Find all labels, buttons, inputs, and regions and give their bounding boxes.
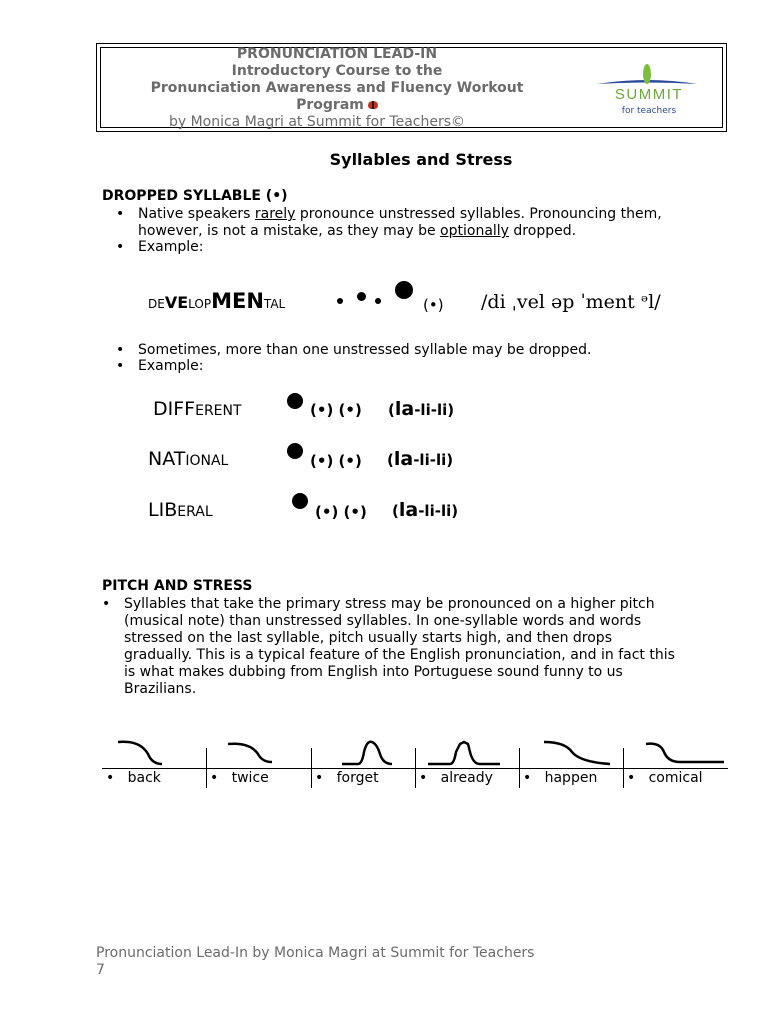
pitch-contours <box>0 730 768 770</box>
syllable-de: DE <box>148 297 165 311</box>
ipa-transcription: /di ˌvel əp ˈment ᵊl/ <box>481 291 661 313</box>
word-label: back <box>127 770 161 786</box>
header-text <box>97 46 577 131</box>
underlined-rarely: rarely <box>254 206 296 222</box>
bullet-text: Example: <box>138 239 204 255</box>
stress-dot-large <box>287 443 303 459</box>
pitch-line: (musical note) than unstressed syllables. In one-syllable words and words <box>124 613 642 629</box>
developmental-word <box>148 289 285 313</box>
stress-word-back: • back <box>106 770 161 786</box>
dropped-markers: (•) (•) <box>310 401 362 419</box>
dropped-markers: (•) (•) <box>315 503 367 521</box>
bullet-dot: • <box>116 342 125 358</box>
example-word-national <box>148 448 228 470</box>
li-li: -li-li <box>418 502 452 520</box>
syllable-ve: VE <box>164 293 189 312</box>
header-line-4: Program <box>296 97 364 113</box>
word-stressed: DIFF <box>153 398 196 420</box>
bullet-dot: • <box>102 596 111 612</box>
stress-dot-small <box>337 298 343 304</box>
la-li-li <box>392 499 458 521</box>
pitch-line: Brazilians. <box>124 681 197 697</box>
column-divider <box>519 748 520 788</box>
bullet-text: Example: <box>138 358 204 374</box>
page-title: Syllables and Stress <box>329 150 513 169</box>
ladybug-icon <box>368 101 378 109</box>
bullet-dot: • <box>116 358 125 374</box>
column-divider <box>415 748 416 788</box>
word-label: happen <box>544 770 598 786</box>
stress-word-comical: • comical <box>627 770 703 786</box>
stress-dot-medium <box>357 292 366 301</box>
word-unstressed: ERENT <box>195 403 242 419</box>
bullet-text: Sometimes, more than one unstressed syllable may be dropped. <box>138 342 592 358</box>
syllable-lop: LOP <box>188 297 212 311</box>
paren-open: ( <box>388 401 395 419</box>
column-divider <box>206 748 207 788</box>
word-label: twice <box>231 770 269 786</box>
footer-text: Pronunciation Lead-In by Monica Magri at Summit for Teachers <box>96 945 535 961</box>
la: la <box>394 398 415 420</box>
la: la <box>393 448 414 470</box>
paren-close: ) <box>447 401 455 419</box>
bullet-sometimes <box>116 342 592 359</box>
stress-dot-small <box>375 298 381 304</box>
la-li-li <box>387 448 453 470</box>
stress-dot-large <box>292 493 308 509</box>
header-line-1: PRONUNCIATION LEAD-IN <box>236 46 438 62</box>
stress-dot-large <box>287 393 303 409</box>
page-number: 7 <box>96 962 105 978</box>
word-unstressed: ERAL <box>177 504 213 520</box>
bullet-dot: • <box>116 206 125 222</box>
word-label: forget <box>336 770 379 786</box>
logo-word: SUMMIT <box>614 86 684 103</box>
example-word-different <box>153 398 242 420</box>
bullet-text: pronounce unstressed syllables. Pronouncing them, <box>295 206 662 222</box>
paren-open: ( <box>387 451 394 469</box>
header-byline: by Monica Magri at Summit for Teachers© <box>168 114 466 130</box>
word-unstressed: IONAL <box>185 453 229 469</box>
bullet-dot: • <box>116 239 125 255</box>
logo-subtitle: for teachers <box>621 106 677 116</box>
la-li-li <box>388 398 454 420</box>
paren-close: ) <box>446 451 454 469</box>
dropped-syllable-heading: DROPPED SYLLABLE (•) <box>102 188 288 204</box>
syllable-tal: TAL <box>263 297 286 311</box>
stress-word-twice: • twice <box>210 770 269 786</box>
word-label: already <box>440 770 493 786</box>
stress-dot-large <box>395 281 413 299</box>
la: la <box>398 499 419 521</box>
pitch-paragraph <box>102 596 744 698</box>
example-word-liberal <box>148 499 213 521</box>
pitch-line: is what makes dubbing from English into Portuguese sound funny to us <box>124 664 623 680</box>
header-box <box>96 43 727 132</box>
pitch-line: Syllables that take the primary stress may be pronounced on a higher pitch <box>124 596 655 612</box>
pitch-line: stressed on the last syllable, pitch usually starts high, and then drops <box>124 630 612 646</box>
header-line-3: Pronunciation Awareness and Fluency Workout <box>150 80 524 96</box>
column-divider <box>311 748 312 788</box>
word-label: comical <box>648 770 703 786</box>
footer <box>96 945 534 979</box>
header-line-2: Introductory Course to the <box>231 63 443 79</box>
bullet-text: dropped. <box>508 223 577 239</box>
syllable-men: MEN <box>211 289 264 313</box>
pitch-line: gradually. This is a typical feature of the English pronunciation, and in fact this <box>124 647 675 663</box>
word-stressed: LIB <box>148 499 178 521</box>
bullet-example-1 <box>116 239 204 256</box>
paren-close: ) <box>451 502 459 520</box>
stress-word-happen: • happen <box>523 770 598 786</box>
column-divider <box>623 748 624 788</box>
paren-open: ( <box>392 502 399 520</box>
bullet-example-2 <box>116 358 204 375</box>
word-stressed: NAT <box>148 448 186 470</box>
pitch-stress-heading: PITCH AND STRESS <box>102 578 253 594</box>
bullet-rarely <box>116 206 738 240</box>
stress-word-already: • already <box>419 770 493 786</box>
underlined-optionally: optionally <box>440 223 509 239</box>
dropped-markers: (•) (•) <box>310 452 362 470</box>
stress-word-forget: • forget <box>315 770 379 786</box>
bullet-text: Native speakers <box>138 206 255 222</box>
summit-logo <box>591 54 703 124</box>
li-li: -li-li <box>413 451 447 469</box>
li-li: -li-li <box>414 401 448 419</box>
bullet-text: however, is not a mistake, as they may be <box>138 223 441 239</box>
dropped-marker: (•) <box>423 296 444 314</box>
